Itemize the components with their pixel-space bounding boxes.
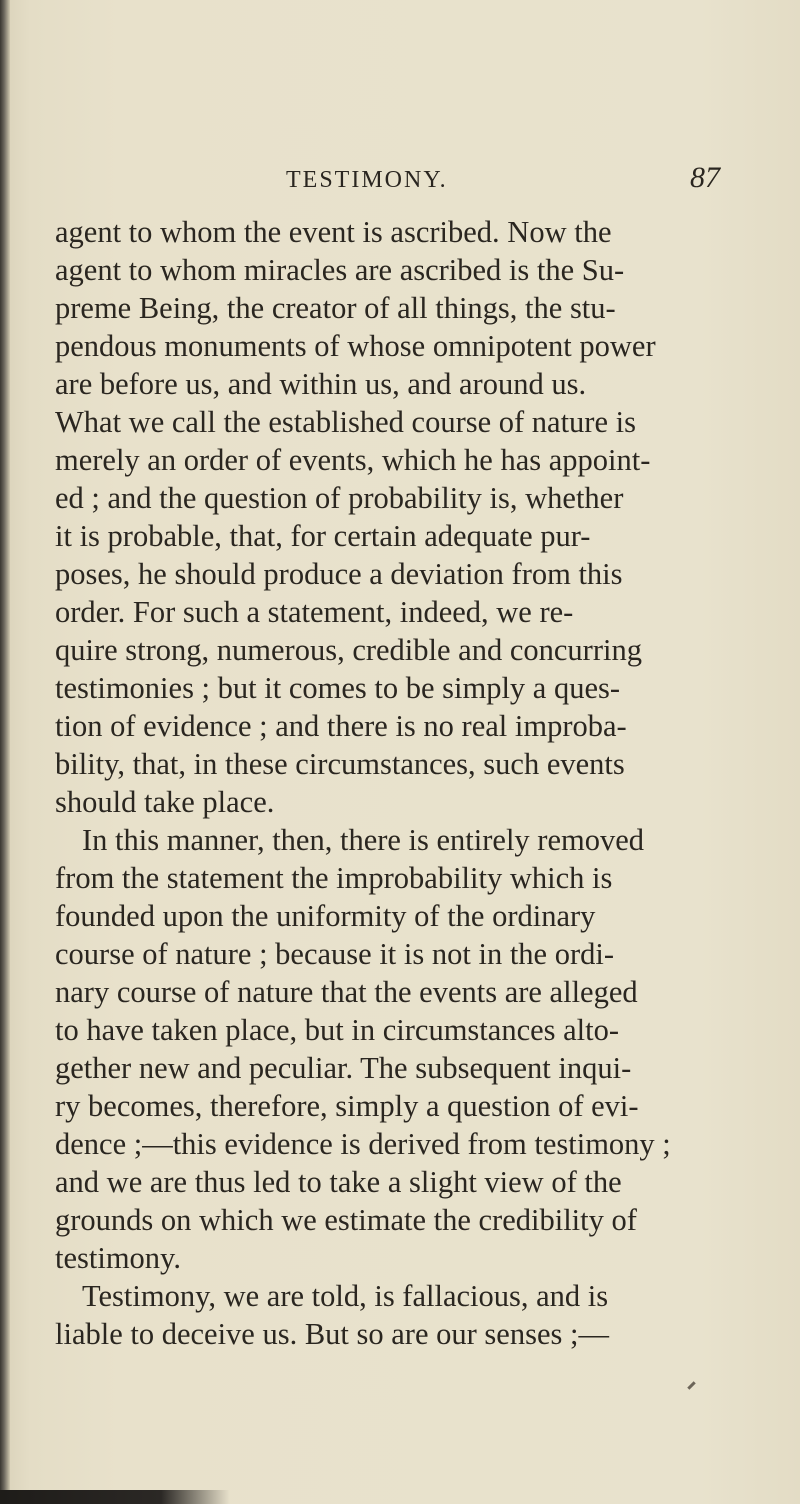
text-line: liable to deceive us. But so are our senses ;— [55, 1317, 609, 1351]
running-head: TESTIMONY. [286, 167, 448, 193]
text-line: grounds on which we estimate the credibility of [55, 1203, 637, 1237]
text-line: to have taken place, but in circumstances alto- [55, 1013, 620, 1047]
text-line: order. For such a statement, indeed, we re- [55, 595, 574, 629]
page-header [0, 160, 800, 200]
text-line: founded upon the uniformity of the ordinary [55, 899, 596, 933]
text-line: gether new and peculiar. The subsequent inqui- [55, 1051, 632, 1085]
text-line: In this manner, then, there is entirely removed [82, 823, 645, 857]
text-line: Testimony, we are told, is fallacious, and is [82, 1279, 609, 1313]
page-binding-edge [0, 0, 10, 1504]
text-line: course of nature ; because it is not in the ordi- [55, 937, 614, 971]
text-line: agent to whom miracles are ascribed is the Su- [55, 253, 625, 287]
page-bottom-shadow [0, 1490, 230, 1504]
text-line: pendous monuments of whose omnipotent power [55, 329, 656, 363]
text-line: agent to whom the event is ascribed. Now the [55, 215, 612, 249]
text-line: ed ; and the question of probability is, whether [55, 481, 624, 515]
text-line: merely an order of events, which he has appoint- [55, 443, 651, 477]
text-line: nary course of nature that the events are alleged [55, 975, 638, 1009]
ink-mark [687, 1381, 695, 1389]
text-line: testimonies ; but it comes to be simply a ques- [55, 671, 621, 705]
text-line: ry becomes, therefore, simply a question of evi- [55, 1089, 639, 1123]
text-line: should take place. [55, 785, 275, 819]
text-line: preme Being, the creator of all things, the stu- [55, 291, 616, 325]
text-line: testimony. [55, 1241, 181, 1275]
text-line: What we call the established course of nature is [55, 405, 636, 439]
text-line: quire strong, numerous, credible and concurring [55, 633, 642, 667]
page-number: 87 [690, 161, 720, 194]
text-line: from the statement the improbability which is [55, 861, 613, 895]
text-line: dence ;—this evidence is derived from testimony ; [55, 1127, 671, 1161]
text-line: bility, that, in these circumstances, such events [55, 747, 625, 781]
text-line: poses, he should produce a deviation from this [55, 557, 623, 591]
text-line: tion of evidence ; and there is no real improba- [55, 709, 627, 743]
text-line: and we are thus led to take a slight view of the [55, 1165, 622, 1199]
text-line: are before us, and within us, and around us. [55, 367, 587, 401]
text-line: it is probable, that, for certain adequate pur- [55, 519, 591, 553]
